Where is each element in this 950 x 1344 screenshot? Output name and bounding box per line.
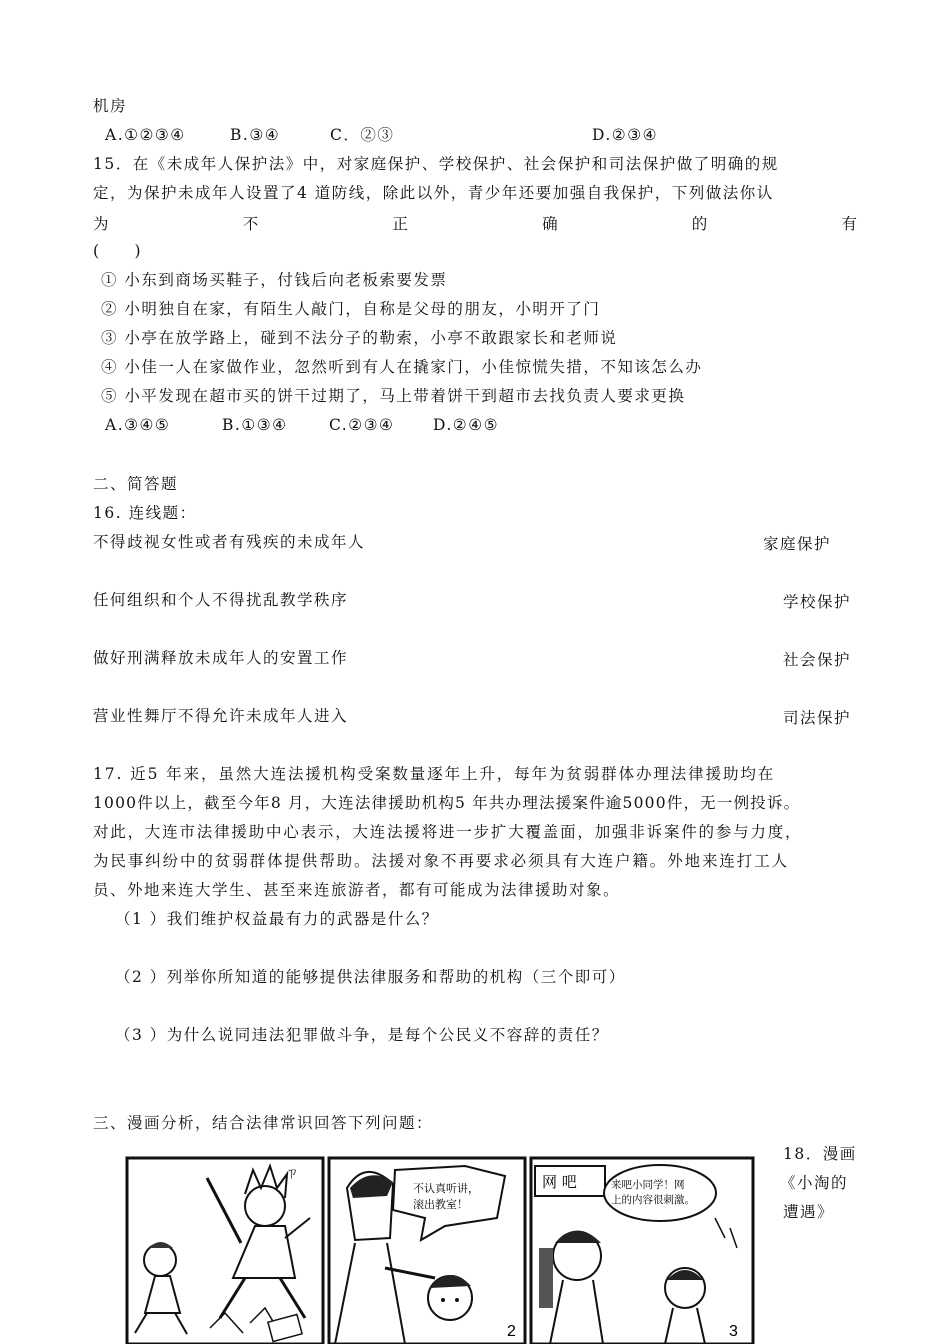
q15-item: ④ 小佳一人在家做作业，忽然听到有人在撬家门，小佳惊慌失措，不知该怎么办 [101, 358, 703, 376]
q15-options [105, 415, 499, 435]
q16-left-item: 不得歧视女性或者有残疾的未成年人 [93, 533, 366, 551]
bubble-text: 来吧小同学！网 [611, 1179, 685, 1191]
q15-word: 的 [691, 215, 708, 233]
q18-title-line: 18．漫画 [783, 1145, 857, 1163]
comic-strip [125, 1148, 755, 1344]
q15-item: ① 小东到商场买鞋子，付钱后向老板索要发票 [101, 271, 448, 289]
q16-left-item: 做好刑满释放未成年人的安置工作 [93, 649, 349, 667]
q15-option-b: B.①③④ [222, 416, 288, 434]
q18-title-line: 《小淘的 [780, 1174, 849, 1192]
sign-text: 网 吧 [542, 1173, 577, 1191]
q16-title: 16. 连线题： [93, 504, 197, 522]
q15-word: 为 [93, 215, 109, 233]
q15-item: ③ 小亭在放学路上，碰到不法分子的勒索，小亭不敢跟家长和老师说 [101, 329, 618, 347]
q16-right-item: 学校保护 [783, 593, 852, 611]
q15-word: 不 [242, 215, 259, 233]
q15-line1: 15．在《未成年人保护法》中，对家庭保护、学校保护、社会保护和司法保护做了明确的规 [93, 155, 779, 173]
q16-left-item: 任何组织和个人不得扰乱教学秩序 [93, 591, 349, 609]
q14-option-c: C．②③ [330, 126, 395, 144]
bubble-text: 不认真听讲， [413, 1182, 479, 1195]
q14-option-d: D.②③④ [592, 126, 658, 144]
q16-right-item: 社会保护 [783, 651, 852, 669]
q17-subquestion: （1 ）我们维护权益最有力的武器是什么？ [115, 910, 439, 928]
panel-number: 3 [729, 1323, 738, 1340]
q15-option-d: D.②④⑤ [433, 416, 499, 434]
q16-right-item: 司法保护 [783, 709, 852, 727]
q17-paragraph-line: 17. 近5 年来，虽然大连法援机构受案数量逐年上升，每年为贫弱群体办理法律援助均在 [93, 765, 776, 783]
bubble-text: 上的内容很刺激。 [611, 1194, 695, 1206]
q14-option-a: A.①②③④ [105, 126, 186, 144]
q15-answer-paren: ( ) [93, 242, 143, 260]
section2-title: 二、简答题 [93, 475, 179, 493]
q17-paragraph-line: 为民事纠纷中的贫弱群体提供帮助。法援对象不再要求必须具有大连户籍。外地来连打工人 [93, 852, 790, 870]
panel-number: 2 [507, 1323, 516, 1340]
q15-word: 有 [841, 215, 857, 233]
comic-panel-3 [531, 1158, 753, 1344]
bubble-text: 滚出教室！ [413, 1198, 468, 1211]
q18-title-line: 遭遇》 [783, 1203, 835, 1221]
q15-word: 正 [392, 215, 408, 233]
q17-subquestion: （3 ）为什么说同违法犯罪做斗争，是每个公民义不容辞的责任？ [115, 1026, 609, 1044]
q16-left-item: 营业性舞厅不得允许未成年人进入 [93, 707, 349, 725]
q15-item: ⑤ 小平发现在超市买的饼干过期了，马上带着饼干到超市去找负责人要求更换 [101, 387, 686, 405]
speech-bubble [604, 1165, 716, 1221]
section3-title: 三、漫画分析，结合法律常识回答下列问题： [93, 1114, 434, 1132]
q17-paragraph-line: 1000件以上，截至今年8 月，大连法律援助机构5 年共办理法援案件逾5000件，无一例投诉。 [93, 794, 801, 812]
q14-option-b: B.③④ [230, 126, 281, 144]
q14-tail: 机房 [93, 97, 128, 115]
q15-word: 确 [542, 215, 558, 233]
q17-paragraph-line: 员、外地来连大学生、甚至来连旅游者，都有可能成为法律援助对象。 [93, 881, 621, 899]
q17-paragraph-line: 对此，大连市法律援助中心表示，大连法援将进一步扩大覆盖面，加强非诉案件的参与力度， [93, 823, 803, 841]
svg-text:ㄗ: ㄗ [285, 1165, 299, 1181]
q17-subquestion: （2 ）列举你所知道的能够提供法律服务和帮助的机构（三个即可） [115, 968, 626, 986]
q15-line2: 定，为保护未成年人设置了4 道防线，除此以外，青少年还要加强自我保护，下列做法你认 [93, 184, 774, 202]
q15-item: ② 小明独自在家，有陌生人敲门，自称是父母的朋友，小明开了门 [101, 300, 601, 318]
comic-panel-2 [329, 1158, 525, 1344]
q15-line3 [93, 212, 857, 234]
q16-right-item: 家庭保护 [763, 535, 832, 553]
q15-option-a: A.③④⑤ [105, 416, 171, 434]
comic-panel-1 [127, 1158, 323, 1344]
q14-options [105, 125, 658, 145]
q15-option-c: C.②③④ [329, 416, 395, 434]
